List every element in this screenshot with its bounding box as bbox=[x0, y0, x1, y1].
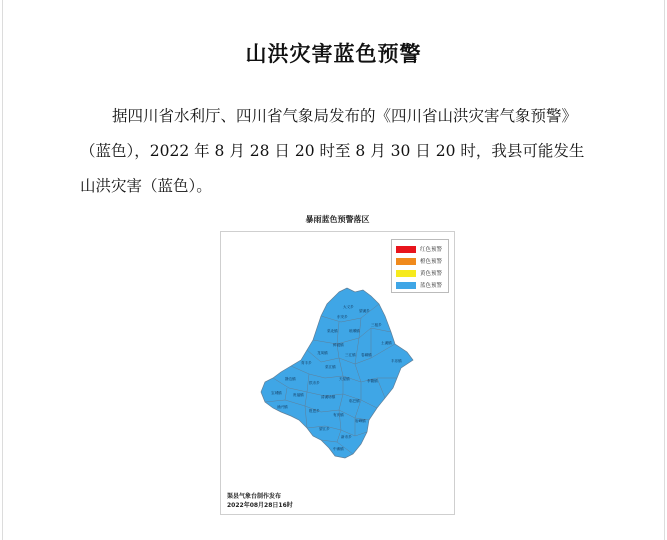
svg-text:贵福镇: 贵福镇 bbox=[293, 393, 304, 397]
svg-text:新市乡: 新市乡 bbox=[341, 435, 352, 439]
svg-text:三汇镇: 三汇镇 bbox=[345, 353, 356, 357]
svg-text:龙凤镇: 龙凤镇 bbox=[317, 351, 328, 355]
svg-text:渠北镇: 渠北镇 bbox=[327, 329, 338, 333]
svg-text:有庆镇: 有庆镇 bbox=[333, 413, 344, 417]
county-region-shape bbox=[261, 288, 413, 458]
warning-map bbox=[220, 231, 455, 515]
map-footer bbox=[227, 492, 293, 510]
legend-label-yellow: 黄色预警 bbox=[420, 271, 443, 277]
svg-text:望江乡: 望江乡 bbox=[319, 427, 330, 431]
svg-text:东安乡: 东安乡 bbox=[337, 315, 348, 319]
legend-swatch-blue bbox=[396, 282, 416, 289]
map-publish-time: 2022年08月28日16时 bbox=[227, 502, 293, 509]
svg-text:大义乡: 大义乡 bbox=[343, 305, 354, 309]
map-legend bbox=[391, 239, 449, 293]
legend-swatch-orange bbox=[396, 258, 416, 265]
svg-text:渠江镇: 渠江镇 bbox=[325, 365, 336, 369]
svg-text:李馥镇: 李馥镇 bbox=[367, 379, 378, 383]
svg-text:拱市乡: 拱市乡 bbox=[309, 381, 320, 385]
svg-text:中滩镇: 中滩镇 bbox=[333, 447, 344, 451]
svg-text:鲜渡镇: 鲜渡镇 bbox=[333, 343, 344, 347]
legend-item-orange bbox=[396, 255, 444, 267]
legend-item-yellow bbox=[396, 267, 444, 279]
page-edge-right bbox=[664, 0, 665, 540]
svg-text:临巴镇: 临巴镇 bbox=[349, 399, 360, 403]
legend-item-red bbox=[396, 243, 444, 255]
map-publisher: 渠县气象台制作发布 bbox=[227, 493, 282, 500]
legend-label-blue: 蓝色预警 bbox=[420, 283, 443, 289]
svg-text:卷硐镇: 卷硐镇 bbox=[361, 353, 372, 357]
page-edge-left bbox=[2, 0, 3, 540]
svg-text:琅琊镇: 琅琊镇 bbox=[349, 329, 360, 333]
svg-text:涌兴镇: 涌兴镇 bbox=[277, 405, 288, 409]
document-paragraph: 据四川省水利厅、四川省气象局发布的《四川省山洪灾害气象预警》（蓝色），2022 年 8 月 28 日 20 时至 8 月 30 日 20 时，我县可能发生山洪灾害（蓝色）。 bbox=[80, 107, 585, 195]
svg-text:望溪乡: 望溪乡 bbox=[359, 309, 370, 313]
svg-text:土溪镇: 土溪镇 bbox=[381, 341, 392, 345]
document-title: 山洪灾害蓝色预警 bbox=[245, 41, 422, 66]
legend-swatch-yellow bbox=[396, 270, 416, 277]
svg-text:静边镇: 静边镇 bbox=[285, 377, 296, 381]
legend-swatch-red bbox=[396, 246, 416, 253]
svg-text:岩峰镇: 岩峰镇 bbox=[355, 419, 366, 423]
svg-text:青丰乡: 青丰乡 bbox=[301, 361, 312, 365]
svg-text:天星镇: 天星镇 bbox=[339, 377, 350, 381]
svg-text:丰乐镇: 丰乐镇 bbox=[391, 359, 402, 363]
svg-text:三板乡: 三板乡 bbox=[371, 323, 382, 327]
legend-label-red: 红色预警 bbox=[420, 247, 443, 253]
map-caption: 暴雨蓝色预警落区 bbox=[305, 215, 370, 224]
svg-text:报恩乡: 报恩乡 bbox=[309, 409, 320, 413]
svg-text:清溪场镇: 清溪场镇 bbox=[321, 395, 336, 399]
svg-text:宝城镇: 宝城镇 bbox=[271, 391, 282, 395]
legend-item-blue bbox=[396, 279, 444, 291]
legend-label-orange: 橙色预警 bbox=[420, 259, 443, 265]
